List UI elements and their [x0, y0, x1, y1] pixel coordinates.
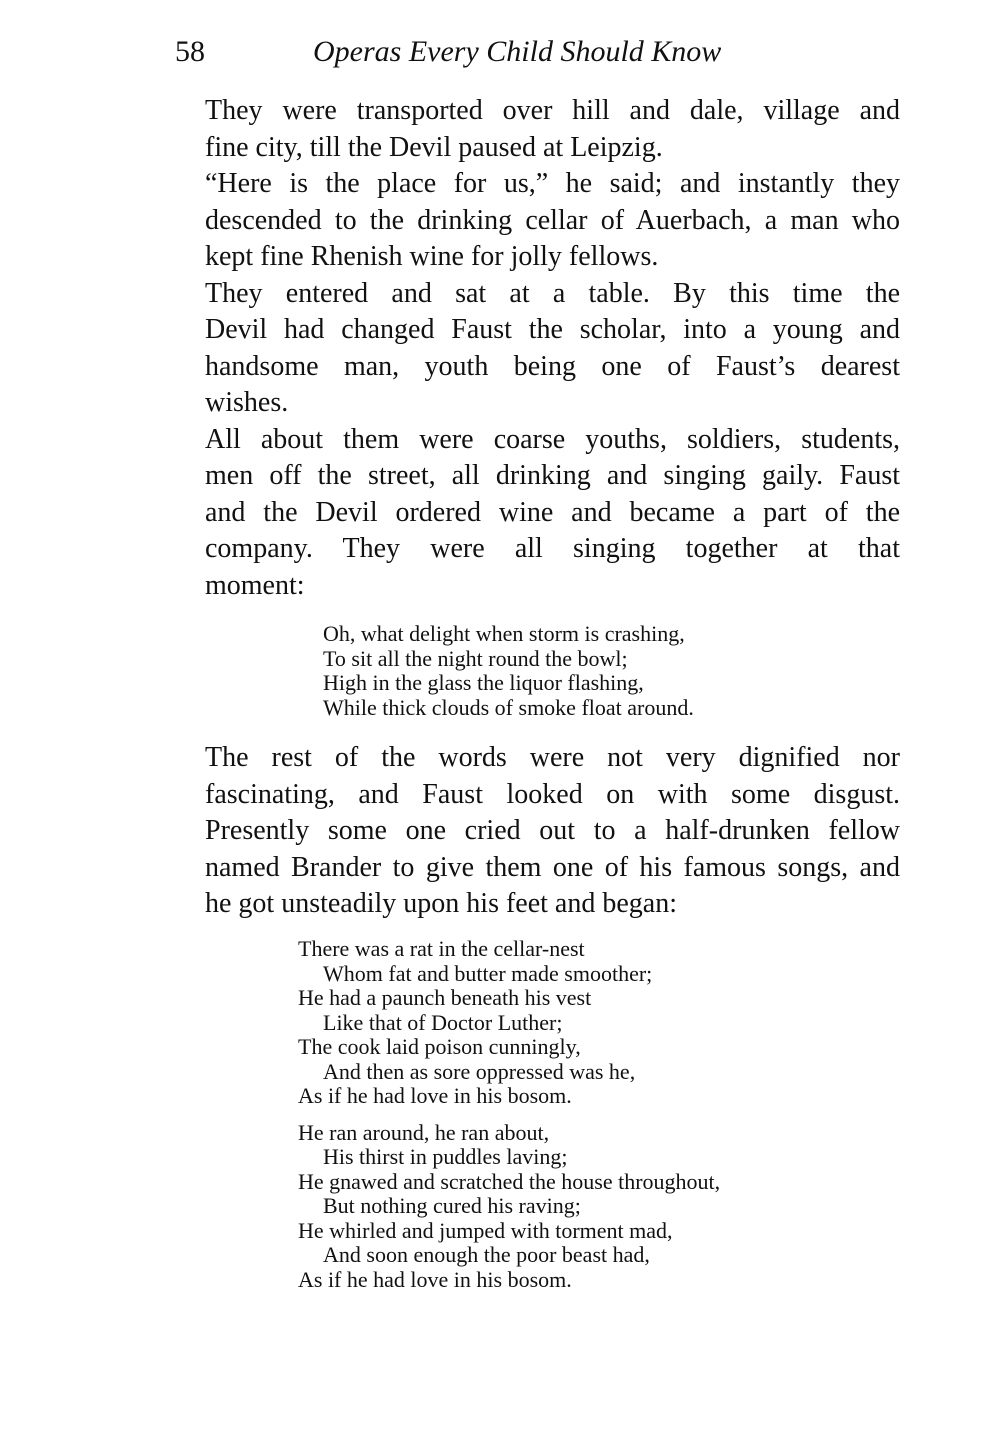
text-line: wishes. — [205, 387, 289, 418]
text-line: fine city, till the Devil paused at Leipzig. — [205, 131, 663, 163]
text-line: “Here is the place for us,” he said; and instantly they — [205, 168, 900, 199]
verse-line: But nothing cured his raving; — [323, 1193, 581, 1218]
paragraph — [175, 740, 900, 923]
verse-line: The cook laid poison cunningly, — [298, 1034, 581, 1059]
text-line: They entered and sat at a table. By this time the — [205, 277, 900, 309]
verse-line: As if he had love in his bosom. — [298, 1083, 572, 1108]
text-line: fascinating, and Faust looked on with some disgust. — [205, 778, 900, 810]
verse-line: As if he had love in his bosom. — [298, 1266, 572, 1292]
text-line: moment: — [205, 569, 305, 601]
verse-line: He ran around, he ran about, — [298, 1119, 550, 1145]
text-block-before-song — [175, 93, 900, 604]
text-line: men off the street, all drinking and singing gaily. Faust — [205, 460, 900, 491]
text-line: They were transported over hill and dale, village and — [205, 95, 900, 126]
verse-line: He gnawed and scratched the house throughout, — [298, 1168, 721, 1194]
text-line: Devil had changed Faust the scholar, into a young and — [205, 314, 900, 345]
text-line: kept fine Rhenish wine for jolly fellows. — [205, 241, 659, 272]
verse-line: Whom fat and butter made smoother; — [323, 960, 653, 986]
verse-line: Oh, what delight when storm is crashing, — [323, 621, 685, 646]
verse-line: Like that of Doctor Luther; — [323, 1009, 563, 1035]
verse-line: He whirled and jumped with torment mad, — [298, 1217, 673, 1243]
drinking-song-verse — [323, 622, 694, 720]
paragraph — [175, 166, 900, 276]
verse-line: To sit all the night round the bowl; — [323, 645, 628, 671]
paragraph — [175, 276, 900, 422]
verse-line: There was a rat in the cellar-nest — [298, 936, 585, 961]
text-line: company. They were all singing together at that — [205, 533, 900, 564]
text-line: named Brander to give them one of his famous songs, and — [205, 851, 900, 883]
page-number: 58 — [175, 35, 205, 68]
verse-line: He had a paunch beneath his vest — [298, 985, 592, 1010]
stanza-1 — [298, 937, 720, 1109]
text-line: descended to the drinking cellar of Auerbach, a man who — [205, 204, 900, 236]
paragraph — [175, 422, 900, 605]
brander-song-verse — [298, 937, 720, 1292]
verse-line: While thick clouds of smoke float around. — [323, 694, 694, 720]
verse-line: And soon enough the poor beast had, — [323, 1242, 650, 1267]
text-line: and the Devil ordered wine and became a part of the — [205, 496, 900, 528]
text-line: All about them were coarse youths, soldiers, students, — [205, 423, 900, 455]
text-line: The rest of the words were not very dignified nor — [205, 742, 900, 773]
stanza-2 — [298, 1121, 720, 1293]
running-title: Operas Every Child Should Know — [313, 35, 722, 68]
paragraph — [175, 93, 900, 166]
verse-line: His thirst in puddles laving; — [323, 1144, 568, 1169]
verse-line: High in the glass the liquor flashing, — [323, 670, 644, 695]
text-line: he got unsteadily upon his feet and began: — [205, 888, 677, 919]
text-line: Presently some one cried out to a half-drunken fellow — [205, 815, 900, 846]
page-header — [175, 30, 900, 74]
text-line: handsome man, youth being one of Faust’s dearest — [205, 350, 900, 382]
text-block-after-song — [175, 740, 900, 923]
verse-line: And then as sore oppressed was he, — [323, 1058, 636, 1084]
